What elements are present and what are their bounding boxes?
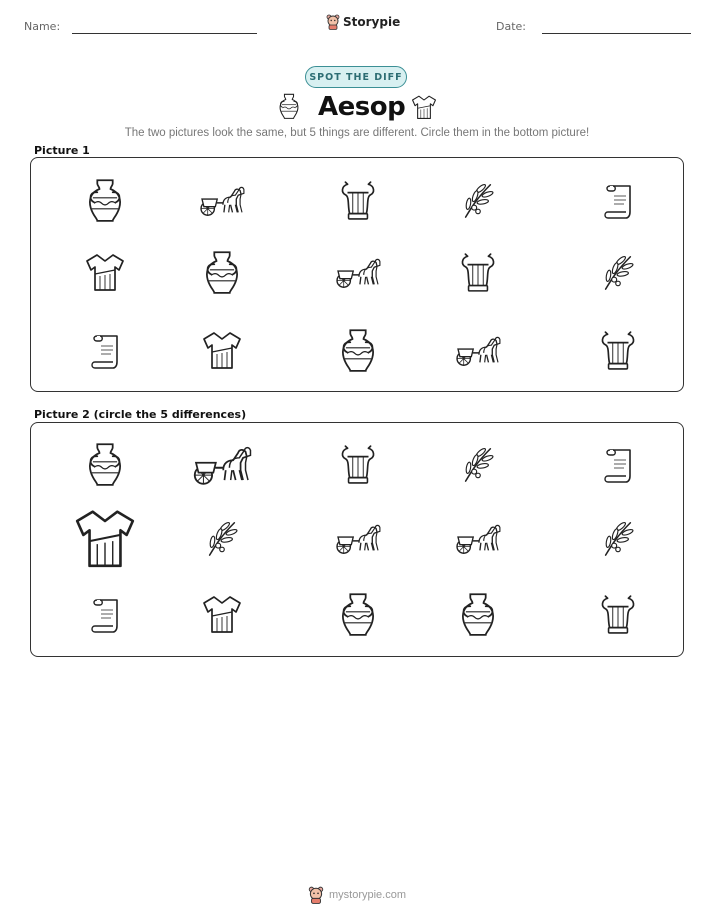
tunic-icon[interactable] [71, 504, 139, 572]
chariot-icon[interactable] [452, 518, 504, 558]
lyre-icon [337, 177, 379, 223]
bear-mascot-icon [308, 886, 324, 904]
scroll-icon [599, 178, 637, 222]
brand-logo [326, 14, 400, 30]
vase-icon [200, 247, 244, 297]
brand-name: Storypie [343, 15, 401, 29]
chariot-icon [332, 252, 384, 292]
vase-icon [336, 325, 380, 375]
vase-icon [276, 91, 302, 121]
olive-branch-icon[interactable] [458, 442, 498, 486]
tunic-icon [83, 248, 127, 296]
chariot-icon[interactable] [332, 518, 384, 558]
lyre-icon[interactable] [597, 591, 639, 637]
picture1-label: Picture 1 [34, 144, 90, 157]
lyre-icon [597, 327, 639, 373]
instructions-text: The two pictures look the same, but 5 things are different. Circle them in the bottom picture! [124, 127, 590, 139]
bear-mascot-icon [326, 14, 340, 30]
lyre-icon[interactable] [337, 441, 379, 487]
footer [308, 886, 406, 904]
olive-branch-icon [598, 250, 638, 294]
vase-icon [83, 175, 127, 225]
activity-badge: SPOT THE DIFF [305, 66, 407, 88]
vase-icon[interactable] [456, 589, 500, 639]
name-label: Name: [24, 20, 61, 33]
chariot-icon [196, 180, 248, 220]
tunic-icon[interactable] [200, 590, 244, 638]
vase-icon[interactable] [336, 589, 380, 639]
olive-branch-icon [458, 178, 498, 222]
page-title: Aesop [318, 92, 406, 122]
footer-site: mystorypie.com [329, 889, 407, 901]
picture2-label: Picture 2 (circle the 5 differences) [34, 408, 247, 421]
chariot-icon [452, 330, 504, 370]
tunic-icon [410, 92, 438, 122]
olive-branch-icon[interactable] [598, 516, 638, 560]
date-line[interactable] [542, 33, 691, 34]
name-line[interactable] [72, 33, 257, 34]
chariot-icon[interactable] [187, 438, 257, 490]
tunic-icon [200, 326, 244, 374]
scroll-icon[interactable] [599, 442, 637, 486]
date-label: Date: [496, 20, 526, 33]
olive-branch-icon[interactable] [202, 516, 242, 560]
lyre-icon [457, 249, 499, 295]
vase-icon[interactable] [83, 439, 127, 489]
scroll-icon[interactable] [86, 592, 124, 636]
scroll-icon [86, 328, 124, 372]
